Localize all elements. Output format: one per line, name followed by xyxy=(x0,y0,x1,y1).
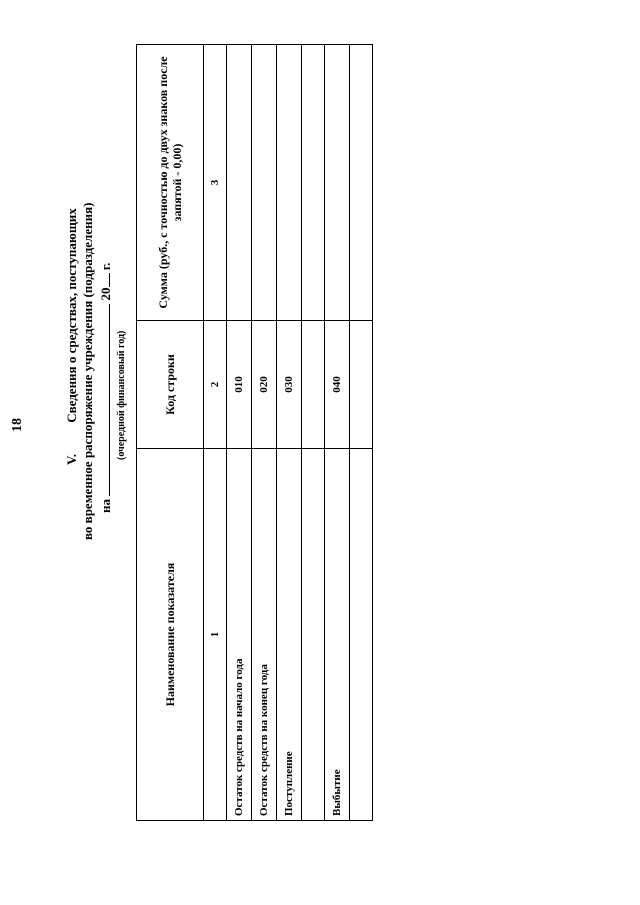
row-code: 030 xyxy=(277,321,302,449)
row-name: Остаток средств на начало года xyxy=(227,449,252,821)
row-sum[interactable] xyxy=(302,45,325,321)
row-name: Выбытие xyxy=(325,449,350,821)
row-name xyxy=(302,449,325,821)
row-code: 040 xyxy=(325,321,350,449)
row-name: Поступление xyxy=(277,449,302,821)
table-row xyxy=(302,45,325,821)
row-code: 010 xyxy=(227,321,252,449)
header-line-code: Код строки xyxy=(137,321,204,449)
table-row xyxy=(325,45,350,821)
section-title-line3 xyxy=(98,263,114,513)
column-number: 2 xyxy=(204,321,227,449)
section-title-text: Сведения о средствах, поступающих xyxy=(64,208,79,423)
row-sum[interactable] xyxy=(277,45,302,321)
row-name: Остаток средств на конец года xyxy=(252,449,277,821)
funds-table xyxy=(136,44,373,821)
table-row xyxy=(227,45,252,821)
header-indicator-name: Наименование показателя xyxy=(137,449,204,821)
column-number-row xyxy=(204,45,227,821)
row-sum[interactable] xyxy=(325,45,350,321)
column-number: 3 xyxy=(204,45,227,321)
row-sum[interactable] xyxy=(252,45,277,321)
section-title-line1 xyxy=(64,208,80,465)
column-number: 1 xyxy=(204,449,227,821)
page-number: 18 xyxy=(10,418,25,432)
table-row xyxy=(277,45,302,821)
header-row xyxy=(137,45,204,821)
date-prefix: на xyxy=(98,499,113,513)
row-sum[interactable] xyxy=(227,45,252,321)
section-number: V. xyxy=(64,454,79,465)
table-row xyxy=(252,45,277,821)
table-row xyxy=(350,45,373,821)
row-name xyxy=(350,449,373,821)
fiscal-year-caption: (очередной финансовый год) xyxy=(116,330,127,460)
fiscal-year-blank xyxy=(99,304,110,496)
year-blank xyxy=(99,274,110,288)
row-code xyxy=(302,321,325,449)
header-amount: Сумма (руб., с точностью до двух знаков после запятой - 0,00) xyxy=(137,45,204,321)
row-code: 020 xyxy=(252,321,277,449)
row-sum[interactable] xyxy=(350,45,373,321)
row-code xyxy=(350,321,373,449)
section-title-line2: во временное распоряжение учреждения (подразделения) xyxy=(80,202,95,540)
year-prefix: 20 xyxy=(98,287,113,301)
year-suffix: г. xyxy=(98,262,113,271)
